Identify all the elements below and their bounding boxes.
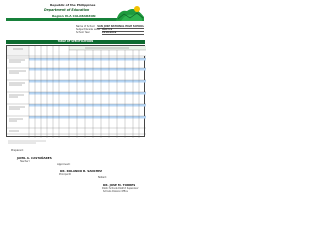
deped-logo-icon	[115, 3, 145, 22]
header-region: Region IV-A CALABARZON	[52, 14, 96, 18]
approved-by-label: Approved:	[57, 163, 71, 166]
noted-by-role: Public Schools District Supervisor	[102, 187, 139, 190]
header-republic: Republic of the Philippines	[50, 3, 96, 7]
meta-value: 2018-2019	[102, 32, 144, 35]
meta-key: Name of School	[76, 25, 95, 29]
approved-by-role: Principal III	[59, 173, 71, 176]
meta-key: Subject/Grade Level	[76, 28, 101, 32]
specification-table	[6, 45, 145, 137]
prepared-by-name: JAMIL A. CASTAÑARES	[17, 156, 52, 160]
title-bar: TABLE OF SPECIFICATIONS	[6, 40, 145, 44]
approved-by-name: DR. ROLANDO B. SANCHEZ	[60, 169, 103, 173]
prepared-by-label: Prepared:	[11, 149, 24, 152]
table-footnote	[6, 139, 145, 145]
meta-value: SAN JOSE NATIONAL HIGH SCHOOL	[97, 24, 144, 28]
meta-value: MATH 8	[102, 29, 144, 32]
meta-key: School Year	[76, 31, 90, 35]
noted-by-name: DR. JOSE M. TORRES	[103, 183, 136, 187]
noted-by-label: Noted:	[98, 176, 107, 179]
prepared-by-role: Teacher I	[20, 160, 30, 163]
header-department: Department of Education	[44, 8, 90, 12]
noted-by-office: Schools Division Office	[103, 190, 128, 193]
document-page	[0, 0, 149, 198]
document-meta	[76, 26, 144, 35]
meta-row	[76, 32, 144, 35]
table-grid	[7, 46, 146, 138]
header-green-band	[6, 18, 118, 21]
